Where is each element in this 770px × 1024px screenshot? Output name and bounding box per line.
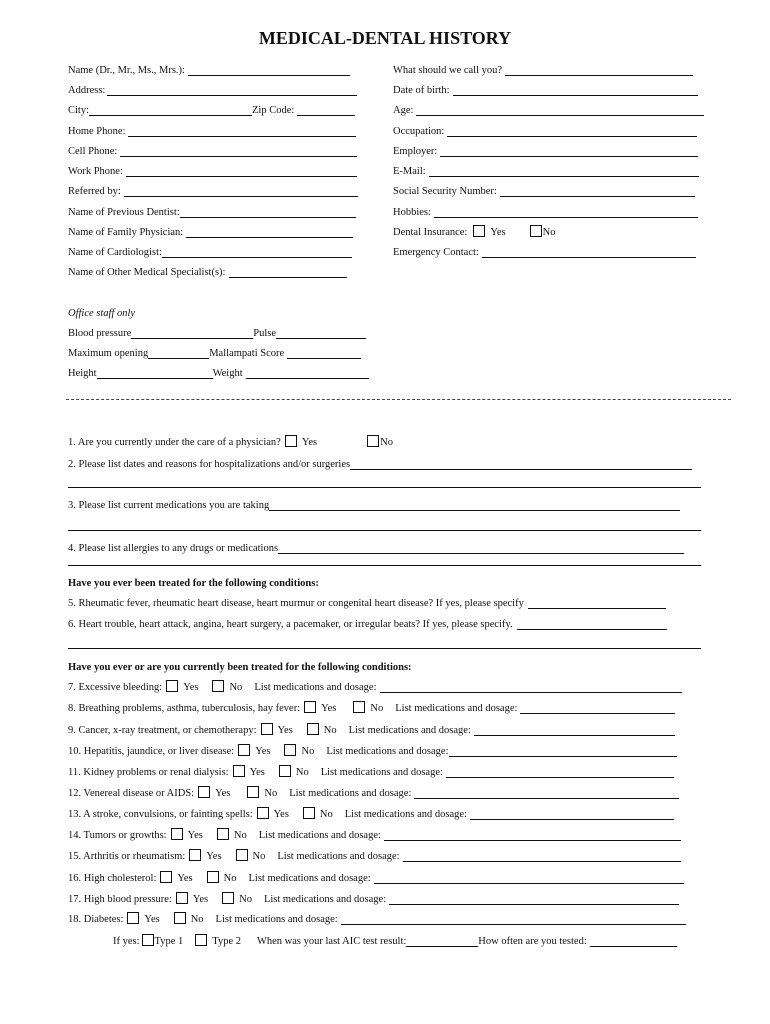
q10-meds-field[interactable] [449,745,677,757]
q8-row [68,700,675,714]
mallampati-field[interactable] [287,347,361,359]
dental-insurance-no-label: No [542,227,556,238]
height-row [68,365,369,379]
q3-extra-line[interactable] [68,530,701,531]
email-row [393,163,699,177]
q13-row [68,806,674,820]
office-heading: Office staff only [68,308,136,319]
family-physician-field[interactable] [186,226,353,238]
heading-current: Have you ever or are you currently been treated for the following conditions: [68,662,412,673]
other-specialist-field[interactable] [229,266,347,278]
q16-no-label: No [223,873,237,884]
referred-row [68,183,358,197]
call-you-field[interactable] [505,64,693,76]
age-field[interactable] [416,104,704,116]
q14-label: 14. Tumors or growths: [68,830,167,841]
q1-row [68,434,393,448]
type1-checkbox[interactable] [142,934,154,946]
employer-row [393,143,698,157]
q18-no-checkbox[interactable] [174,912,186,924]
q10-label: 10. Hepatitis, jaundice, or liver disease: [68,746,235,757]
q14-yes-checkbox[interactable] [171,828,183,840]
q15-label: 15. Arthritis or rheumatism: [68,851,186,862]
q15-meds-field[interactable] [403,850,681,862]
q5-label: 5. Rheumatic fever, rheumatic heart disease, heart murmur or congenital heart disease? If yes, please specify [68,598,524,609]
q8-no-checkbox[interactable] [353,701,365,713]
q16-row [68,870,684,884]
referred-field[interactable] [124,185,358,197]
work-phone-label: Work Phone: [68,166,123,177]
dob-label: Date of birth: [393,85,450,96]
q14-yes-label: Yes [187,830,203,841]
work-phone-field[interactable] [126,165,357,177]
dental-insurance-no-checkbox[interactable] [530,225,542,237]
cardiologist-field[interactable] [162,246,352,258]
name-row [68,62,350,76]
ssn-row [393,183,695,197]
q12-no-checkbox[interactable] [247,786,259,798]
address-row [68,82,357,96]
q6-field[interactable] [517,618,667,630]
q7-no-label: No [229,682,243,693]
type2-checkbox[interactable] [195,934,207,946]
emergency-contact-label: Emergency Contact: [393,247,479,258]
q17-yes-checkbox[interactable] [176,892,188,904]
occupation-label: Occupation: [393,126,445,137]
other-specialist-row [68,264,347,278]
q9-yes-checkbox[interactable] [261,723,273,735]
q10-yes-checkbox[interactable] [238,744,250,756]
q15-row [68,848,681,862]
hobbies-field[interactable] [434,206,698,218]
q9-yes-label: Yes [277,725,293,736]
aic-label: When was your last AIC test result: [256,936,407,947]
q17-meds-field[interactable] [389,893,679,905]
q18-yes-label: Yes [144,914,160,925]
q6-row [68,616,667,630]
pulse-field[interactable] [276,327,366,339]
q4-field[interactable] [278,542,684,554]
q1-no-label: No [380,437,393,448]
q13-yes-checkbox[interactable] [257,807,269,819]
q14-meds-label: List medications and dosage: [258,830,381,841]
q18-meds-field[interactable] [341,913,686,925]
height-field[interactable] [97,367,213,379]
q16-meds-label: List medications and dosage: [248,873,371,884]
emergency-contact-row [393,244,696,258]
q9-no-label: No [323,725,337,736]
employer-field[interactable] [440,145,698,157]
address-label: Address: [68,85,106,96]
work-phone-row [68,163,357,177]
cardiologist-label: Name of Cardiologist: [68,247,162,258]
max-opening-label: Maximum opening [68,348,149,359]
q2-extra-line[interactable] [68,487,701,488]
q13-no-label: No [319,809,333,820]
q11-meds-label: List medications and dosage: [320,767,443,778]
cell-phone-label: Cell Phone: [68,146,118,157]
q11-no-checkbox[interactable] [279,765,291,777]
how-often-label: How often are you tested: [478,936,587,947]
q11-yes-checkbox[interactable] [233,765,245,777]
q11-row [68,764,674,778]
q11-yes-label: Yes [249,767,265,778]
q14-no-checkbox[interactable] [217,828,229,840]
q12-yes-checkbox[interactable] [198,786,210,798]
q2-row [68,456,692,470]
q4-row [68,540,684,554]
emergency-contact-field[interactable] [482,246,696,258]
q5-field[interactable] [528,597,666,609]
q5-row [68,595,666,609]
q11-no-label: No [295,767,309,778]
dental-insurance-yes-checkbox[interactable] [473,225,485,237]
q10-no-label: No [301,746,315,757]
other-specialist-label: Name of Other Medical Specialist(s): [68,267,226,278]
family-physician-label: Name of Family Physician: [68,227,184,238]
if-yes-label: If yes: [113,936,140,947]
section-divider [66,399,731,400]
q14-meds-field[interactable] [384,829,681,841]
q4-label: 4. Please list allergies to any drugs or medications [68,543,279,554]
blood-pressure-label: Blood pressure [68,328,132,339]
q12-meds-label: List medications and dosage: [289,788,412,799]
q8-meds-label: List medications and dosage: [395,703,518,714]
q8-meds-field[interactable] [520,702,675,714]
q16-label: 16. High cholesterol: [68,873,157,884]
hobbies-row [393,204,698,218]
q9-label: 9. Cancer, x-ray treatment, or chemotherapy: [68,725,257,736]
q1-yes-label: Yes [301,437,318,448]
cell-phone-field[interactable] [120,145,357,157]
q18-no-label: No [190,914,204,925]
home-phone-field[interactable] [128,125,356,137]
q7-no-checkbox[interactable] [212,680,224,692]
q8-yes-label: Yes [321,703,337,714]
q17-row [68,891,679,905]
q10-row [68,743,677,757]
q9-row [68,722,675,736]
q9-meds-label: List medications and dosage: [348,725,471,736]
q17-no-checkbox[interactable] [222,892,234,904]
q16-no-checkbox[interactable] [207,871,219,883]
referred-label: Referred by: [68,186,121,197]
q14-no-label: No [233,830,247,841]
q18-meds-label: List medications and dosage: [215,914,338,925]
q7-yes-checkbox[interactable] [166,680,178,692]
diabetes-type-row [113,933,677,947]
aic-field[interactable] [406,935,478,947]
ssn-field[interactable] [500,185,695,197]
q13-no-checkbox[interactable] [303,807,315,819]
q2-label: 2. Please list dates and reasons for hospitalizations and/or surgeries [68,459,351,470]
q12-row [68,785,679,799]
q7-yes-label: Yes [183,682,199,693]
blood-pressure-field[interactable] [131,327,253,339]
mallampati-label: Mallampati Score [209,348,285,359]
name-label: Name (Dr., Mr., Ms., Mrs.): [68,65,185,76]
q18-label: 18. Diabetes: [68,914,124,925]
q6-extra-line[interactable] [68,648,701,649]
q1-no-checkbox[interactable] [367,435,379,447]
city-label: City: [68,105,90,116]
q3-label: 3. Please list current medications you are taking [68,500,270,511]
zip-label: Zip Code: [252,105,295,116]
city-field[interactable] [89,104,252,116]
q16-yes-label: Yes [177,873,193,884]
q12-no-label: No [264,788,278,799]
q7-label: 7. Excessive bleeding: [68,682,163,693]
q7-meds-label: List medications and dosage: [254,682,377,693]
page-title: MEDICAL-DENTAL HISTORY [258,28,512,48]
q13-label: 13. A stroke, convulsions, or fainting spells: [68,809,253,820]
max-opening-field[interactable] [148,347,209,359]
q8-yes-checkbox[interactable] [304,701,316,713]
q17-yes-label: Yes [192,894,209,905]
q1-label: 1. Are you currently under the care of a physician? [68,437,281,448]
occupation-field[interactable] [447,125,697,137]
q15-yes-checkbox[interactable] [189,849,201,861]
weight-field[interactable] [246,367,369,379]
q8-label: 8. Breathing problems, asthma, tuberculosis, hay fever: [68,703,301,714]
q11-label: 11. Kidney problems or renal dialysis: [68,767,229,778]
q14-row [68,827,681,841]
q6-label: 6. Heart trouble, heart attack, angina, heart surgery, a pacemaker, or irregular beats? If yes, please specify. [68,619,513,630]
max-opening-row [68,345,361,359]
occupation-row [393,123,697,137]
ssn-label: Social Security Number: [393,186,497,197]
dental-insurance-row [393,224,555,238]
age-label: Age: [393,105,414,116]
type1-label: Type 1 [154,936,184,947]
q2-field[interactable] [350,458,692,470]
dental-insurance-label: Dental Insurance: [393,227,468,238]
how-often-field[interactable] [590,935,677,947]
dob-field[interactable] [453,84,698,96]
weight-label: Weight [212,368,243,379]
q10-meds-label: List medications and dosage: [326,746,449,757]
q7-row [68,679,682,693]
pulse-label: Pulse [253,328,277,339]
q3-row [68,497,680,511]
q18-row [68,911,686,925]
city-row [68,102,355,116]
q15-yes-label: Yes [206,851,222,862]
age-row [393,102,704,116]
prev-dentist-label: Name of Previous Dentist: [68,207,180,218]
heading-treated: Have you ever been treated for the following conditions: [68,578,319,589]
address-field[interactable] [107,84,357,96]
home-phone-row [68,123,356,137]
call-you-row [393,62,693,76]
q10-no-checkbox[interactable] [284,744,296,756]
q17-meds-label: List medications and dosage: [263,894,387,905]
q1-yes-checkbox[interactable] [285,435,297,447]
q12-meds-field[interactable] [414,787,679,799]
q17-label: 17. High blood pressure: [68,894,172,905]
employer-label: Employer: [393,146,438,157]
q15-no-checkbox[interactable] [236,849,248,861]
q16-meds-field[interactable] [374,872,684,884]
home-phone-label: Home Phone: [68,126,126,137]
q18-yes-checkbox[interactable] [127,912,139,924]
q12-label: 12. Venereal disease or AIDS: [68,788,195,799]
q13-meds-label: List medications and dosage: [344,809,467,820]
dob-row [393,82,698,96]
q12-yes-label: Yes [215,788,231,799]
cardiologist-row [68,244,352,258]
q10-yes-label: Yes [255,746,271,757]
name-field[interactable] [188,64,350,76]
hobbies-label: Hobbies: [393,207,431,218]
q17-no-label: No [239,894,252,905]
prev-dentist-field[interactable] [180,206,356,218]
q15-no-label: No [252,851,266,862]
q9-no-checkbox[interactable] [307,723,319,735]
email-label: E-Mail: [393,166,426,177]
type2-label: Type 2 [212,936,241,947]
q9-meds-field[interactable] [474,724,675,736]
q16-yes-checkbox[interactable] [160,871,172,883]
q4-extra-line[interactable] [68,565,701,566]
q15-meds-label: List medications and dosage: [277,851,400,862]
height-label: Height [68,368,97,379]
zip-field[interactable] [297,104,355,116]
q13-meds-field[interactable] [470,808,674,820]
dental-insurance-yes-label: Yes [490,227,506,238]
q3-field[interactable] [269,499,680,511]
call-you-label: What should we call you? [393,65,503,76]
q13-yes-label: Yes [273,809,289,820]
q7-meds-field[interactable] [380,681,682,693]
blood-pressure-row [68,325,366,339]
family-physician-row [68,224,353,238]
q8-no-label: No [370,703,384,714]
q11-meds-field[interactable] [446,766,674,778]
email-field[interactable] [429,165,699,177]
prev-dentist-row [68,204,356,218]
cell-phone-row [68,143,357,157]
